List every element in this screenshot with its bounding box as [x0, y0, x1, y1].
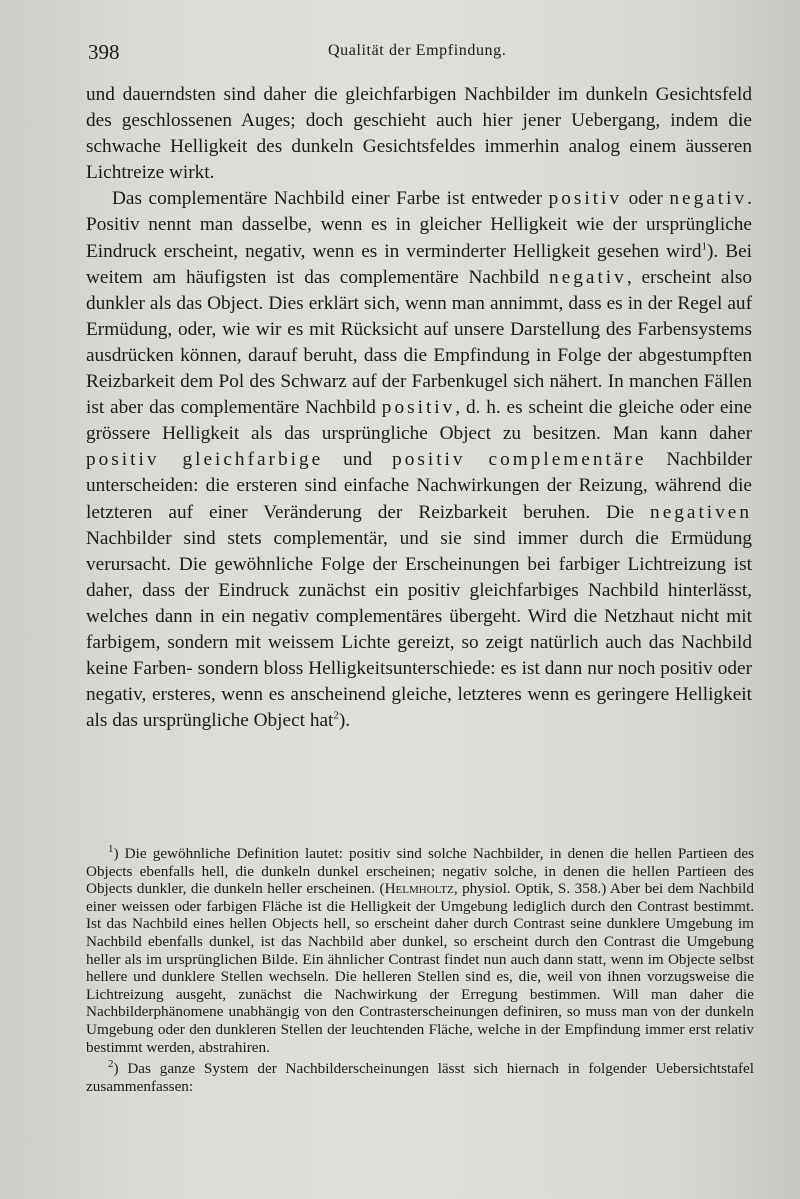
footnote-1-text: ) Die gewöhnliche Definition lautet: positiv sind solche Nachbilder, in denen die hellen Partieen des Objects ebenfalls hell, die dunkeln dunkel erscheinen; negativ solche, in denen die hellen Partieen des Objects dunkler, die dunkeln heller erscheinen. (	[86, 845, 754, 898]
text-run: , d. h. es scheint die gleiche oder eine grössere Helligkeit als das ursprüngliche Object zu besitzen. Man kann daher	[86, 397, 752, 445]
footnotes	[86, 842, 754, 1099]
text-run: oder	[622, 188, 670, 210]
footnote-2-mark: 2	[108, 1058, 114, 1071]
text-run: Nachbilder sind stets complementär, und sie sind immer durch die Ermüdung verursacht. Die gewöhnliche Folge der Erscheinungen bei farbiger Lichtreizung ist daher, dass der Eindruck zunächst ein positiv gleichfarbiges Nachbild hinterlässt, welches dann in ein negativ complementäres übergeht. Wird die Netzhaut nicht mit farbigem, sondern mit weissem Lichte gereizt, so zeigt natürlich auch das Nachbild keine Farben- sondern bloss Helligkeitsunterschiede: es ist dann nur noch positiv oder negativ, ersteres, wenn es anscheinend gleiche, letzteres wenn es geringere Helligkeit als das ursprüngliche Object hat	[86, 527, 752, 732]
running-head: Qualität der Empfindung.	[328, 42, 507, 59]
text-run: ).	[338, 710, 351, 732]
text-run: . Positiv nennt man dasselbe, wenn es in gleicher Helligkeit wie der ursprüngliche Eindruck erscheint, negativ, wenn es in verminderter Helligkeit gesehen wird	[86, 188, 752, 262]
footnote-2-text: ) Das ganze System der Nachbilderscheinungen lässt sich hiernach in folgender Uebersichtstafel zusammenfassen:	[86, 1060, 754, 1095]
footnote-1	[86, 842, 754, 1056]
main-text	[86, 82, 752, 734]
emphasis-positiv-gleichfarbige: positiv gleichfarbige	[86, 449, 324, 471]
footnote-1-author: Helmholtz	[384, 880, 454, 898]
paragraph-1	[86, 82, 752, 186]
emphasis-negativ: negativ	[549, 266, 627, 288]
text-run: und	[323, 449, 393, 471]
emphasis-negativen: negativen	[650, 501, 752, 523]
footnote-ref-2: 2	[333, 709, 339, 722]
paragraph-1-text: und dauerndsten sind daher die gleichfarbigen Nachbilder im dunkeln Gesichtsfeld des geschlossenen Auges; doch geschieht auch hier jener Uebergang, indem die schwache Helligkeit des dunkeln Gesichtsfeldes immerhin analog einem äusseren Lichtreize wirkt.	[86, 84, 752, 184]
paragraph-2	[86, 186, 752, 734]
page-header	[88, 40, 760, 70]
emphasis-positiv: positiv	[548, 188, 623, 210]
emphasis-negativ: negativ	[669, 188, 748, 210]
page-number: 398	[88, 40, 120, 64]
footnote-2	[86, 1060, 754, 1095]
text-run: Nachbilder unterscheiden: die ersteren sind einfache Nachwirkungen der Reizung, während die letzteren auf einer Veränderung der Reizbarkeit beruhen. Die	[86, 449, 753, 523]
footnote-1-text-cont: , physiol. Optik, S. 358.) Aber bei dem Nachbild einer weissen oder farbigen Fläche ist die Helligkeit der Umgebung lediglich durch den Contrast bestimmt. Ist das Nachbild eines hellen Objects hell, so erscheint daher durch Contrast seine dunklere Umgebung im Nachbild ebenfalls dunkel, ist das Nachbild aber dunkel, so erscheint durch den Contrast die Umgebung heller als im ursprünglichen Bilde. Ein ähnlicher Contrast findet nun auch dann statt, wenn im Objecte selbst hellere und dunklere Stellen wechseln. Die helleren Stellen sind es, die, weil von ihnen vorzugsweise die Lichtreizung ausgeht, zunächst die Nachwirkung der Erregung bestimmen. Will man daher die Nachbilderphänomene unabhängig von den Contrasterscheinungen definiren, so muss man von der dunkeln Umgebung oder den dunkleren Stellen der leuchtenden Fläche, welche in der Empfindung immer erst relativ bestimmt werden, abstrahiren.	[86, 880, 754, 1056]
footnote-ref-1: 1	[701, 240, 707, 253]
text-run: ). Bei weitem am häufigsten ist das complementäre Nachbild	[86, 240, 752, 288]
text-run: , erscheint also dunkler als das Object. Dies erklärt sich, wenn man annimmt, dass es in der Regel auf Ermüdung, oder, wie wir es mit Rücksicht auf unsere Darstellung des Farbensystems ausdrücken können, darauf beruht, dass die Empfindung in Folge der abgestumpften Reizbarkeit dem Pol des Schwarz auf der Farbenkugel sich nähert. In manchen Fällen ist aber das complementäre Nachbild	[86, 266, 752, 419]
emphasis-positiv-complementaere: positiv complementäre	[392, 449, 647, 471]
text-run: Das complementäre Nachbild einer Farbe ist entweder	[112, 188, 549, 210]
footnote-1-mark: 1	[108, 842, 114, 855]
emphasis-positiv: positiv	[381, 397, 456, 419]
